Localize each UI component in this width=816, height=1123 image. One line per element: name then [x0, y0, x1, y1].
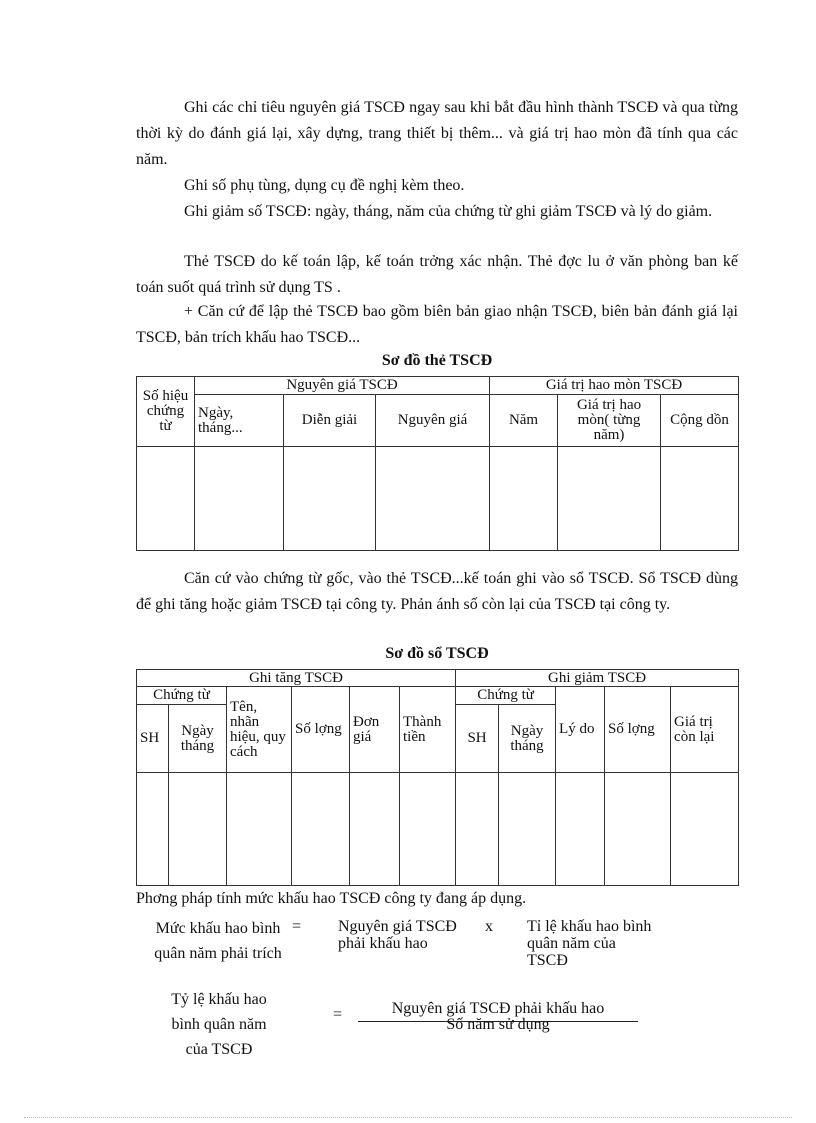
paragraph-1 [136, 95, 738, 173]
header-gia-tri-con-lai: Giá trị còn lại [671, 687, 739, 773]
paragraph-5-text: + Căn cứ để lập thẻ TSCĐ bao gồm biên bản giao nhận TSCĐ, biên bản đánh giá lại TSCĐ, bản trích khấu hao TSCĐ... [136, 303, 738, 346]
paragraph-3 [136, 199, 738, 225]
table1-title: Sơ đồ thẻ TSCĐ [381, 352, 493, 369]
header-nguyen-gia-group: Nguyên giá TSCĐ [195, 377, 490, 395]
paragraph-2 [136, 173, 738, 199]
header-chung-tu-giam: Chứng từ [456, 687, 556, 705]
formula2-numerator: Nguyên giá TSCĐ phải khấu hao [391, 1000, 605, 1017]
header-ten-nhan-hieu: Tên, nhãn hiệu, quy cách [227, 687, 292, 773]
page-bottom-divider [24, 1117, 792, 1118]
asset-card-table [136, 376, 739, 551]
table-row [137, 773, 739, 886]
paragraph-4 [136, 249, 738, 301]
paragraph-2-text: Ghi số phụ tùng, dụng cụ đề nghị kèm theo. [184, 177, 465, 194]
header-so-luong-giam: Số lợng [605, 687, 671, 773]
header-so-luong-tang: Số lợng [292, 687, 350, 773]
header-nguyen-gia: Nguyên giá [376, 395, 490, 447]
formula1-term2: Tỉ lệ khấu hao bình quân năm của TSCĐ [527, 918, 652, 969]
paragraph-1-text: Ghi các chỉ tiêu nguyên giá TSCĐ ngay sau khi bắt đầu hình thành TSCĐ và qua từng thời kỳ do đánh giá lại, xây dựng, trang thiết bị thêm... và giá trị hao mòn đã tính qua các năm. [136, 99, 738, 168]
formula1-equals: = [292, 918, 302, 935]
formula2-equals: = [333, 1006, 343, 1023]
header-ghi-giam-group: Ghi giảm TSCĐ [456, 670, 739, 687]
header-ghi-tang-group: Ghi tăng TSCĐ [137, 670, 456, 687]
header-ngay-thang-giam: Ngày tháng [499, 705, 556, 773]
paragraph-7: Phơng pháp tính mức khấu hao TSCĐ công ty đang áp dụng. [136, 890, 527, 907]
formula2-lhs: Tỷ lệ khấu hao bình quân năm của TSCĐ [171, 991, 267, 1058]
table-row [137, 447, 739, 551]
paragraph-4-text: Thẻ TSCĐ do kế toán lập, kế toán trởng xác nhận. Thẻ đợc lu ở văn phòng ban kế toán suốt quá trình sử dụng TS . [136, 253, 738, 296]
header-cong-don: Cộng dồn [661, 395, 739, 447]
paragraph-3-text: Ghi giảm số TSCĐ: ngày, tháng, năm của chứng từ ghi giảm TSCĐ và lý do giảm. [184, 203, 713, 220]
paragraph-5 [136, 299, 738, 351]
header-don-gia: Đơn giá [350, 687, 400, 773]
formula1-term1: Nguyên giá TSCĐ phải khấu hao [338, 918, 457, 952]
header-ly-do: Lý do [556, 687, 605, 773]
header-sh-tang: SH [137, 705, 169, 773]
header-ngay-thang-tang: Ngày tháng [169, 705, 227, 773]
header-dien-giai: Diễn giải [284, 395, 376, 447]
header-sh-giam: SH [456, 705, 499, 773]
table2-title: Sơ đồ sổ TSCĐ [385, 645, 489, 662]
formula1-operator: x [485, 918, 493, 935]
header-gia-tri-hao-mon: Giá trị hao mòn( từng năm) [558, 395, 661, 447]
header-thanh-tien: Thành tiền [400, 687, 456, 773]
asset-ledger-table [136, 669, 739, 886]
header-hao-mon-group: Giá trị hao mòn TSCĐ [490, 377, 739, 395]
paragraph-6 [136, 566, 738, 618]
formula1-lhs: Mức khấu hao bình quân năm phải trích [154, 920, 282, 962]
paragraph-6-text: Căn cứ vào chứng từ gốc, vào thẻ TSCĐ...kế toán ghi vào sổ TSCĐ. Sổ TSCĐ dùng để ghi tăng hoặc giảm TSCĐ tại công ty. Phản ánh số còn lại của TSCĐ tại công ty. [136, 570, 738, 613]
formula2-denominator: Số năm sử dụng [446, 1016, 550, 1033]
header-ngay-thang: Ngày, tháng... [195, 395, 284, 447]
header-nam: Năm [490, 395, 558, 447]
header-so-hieu: Số hiệu chứng từ [137, 377, 195, 447]
header-chung-tu-tang: Chứng từ [137, 687, 227, 705]
